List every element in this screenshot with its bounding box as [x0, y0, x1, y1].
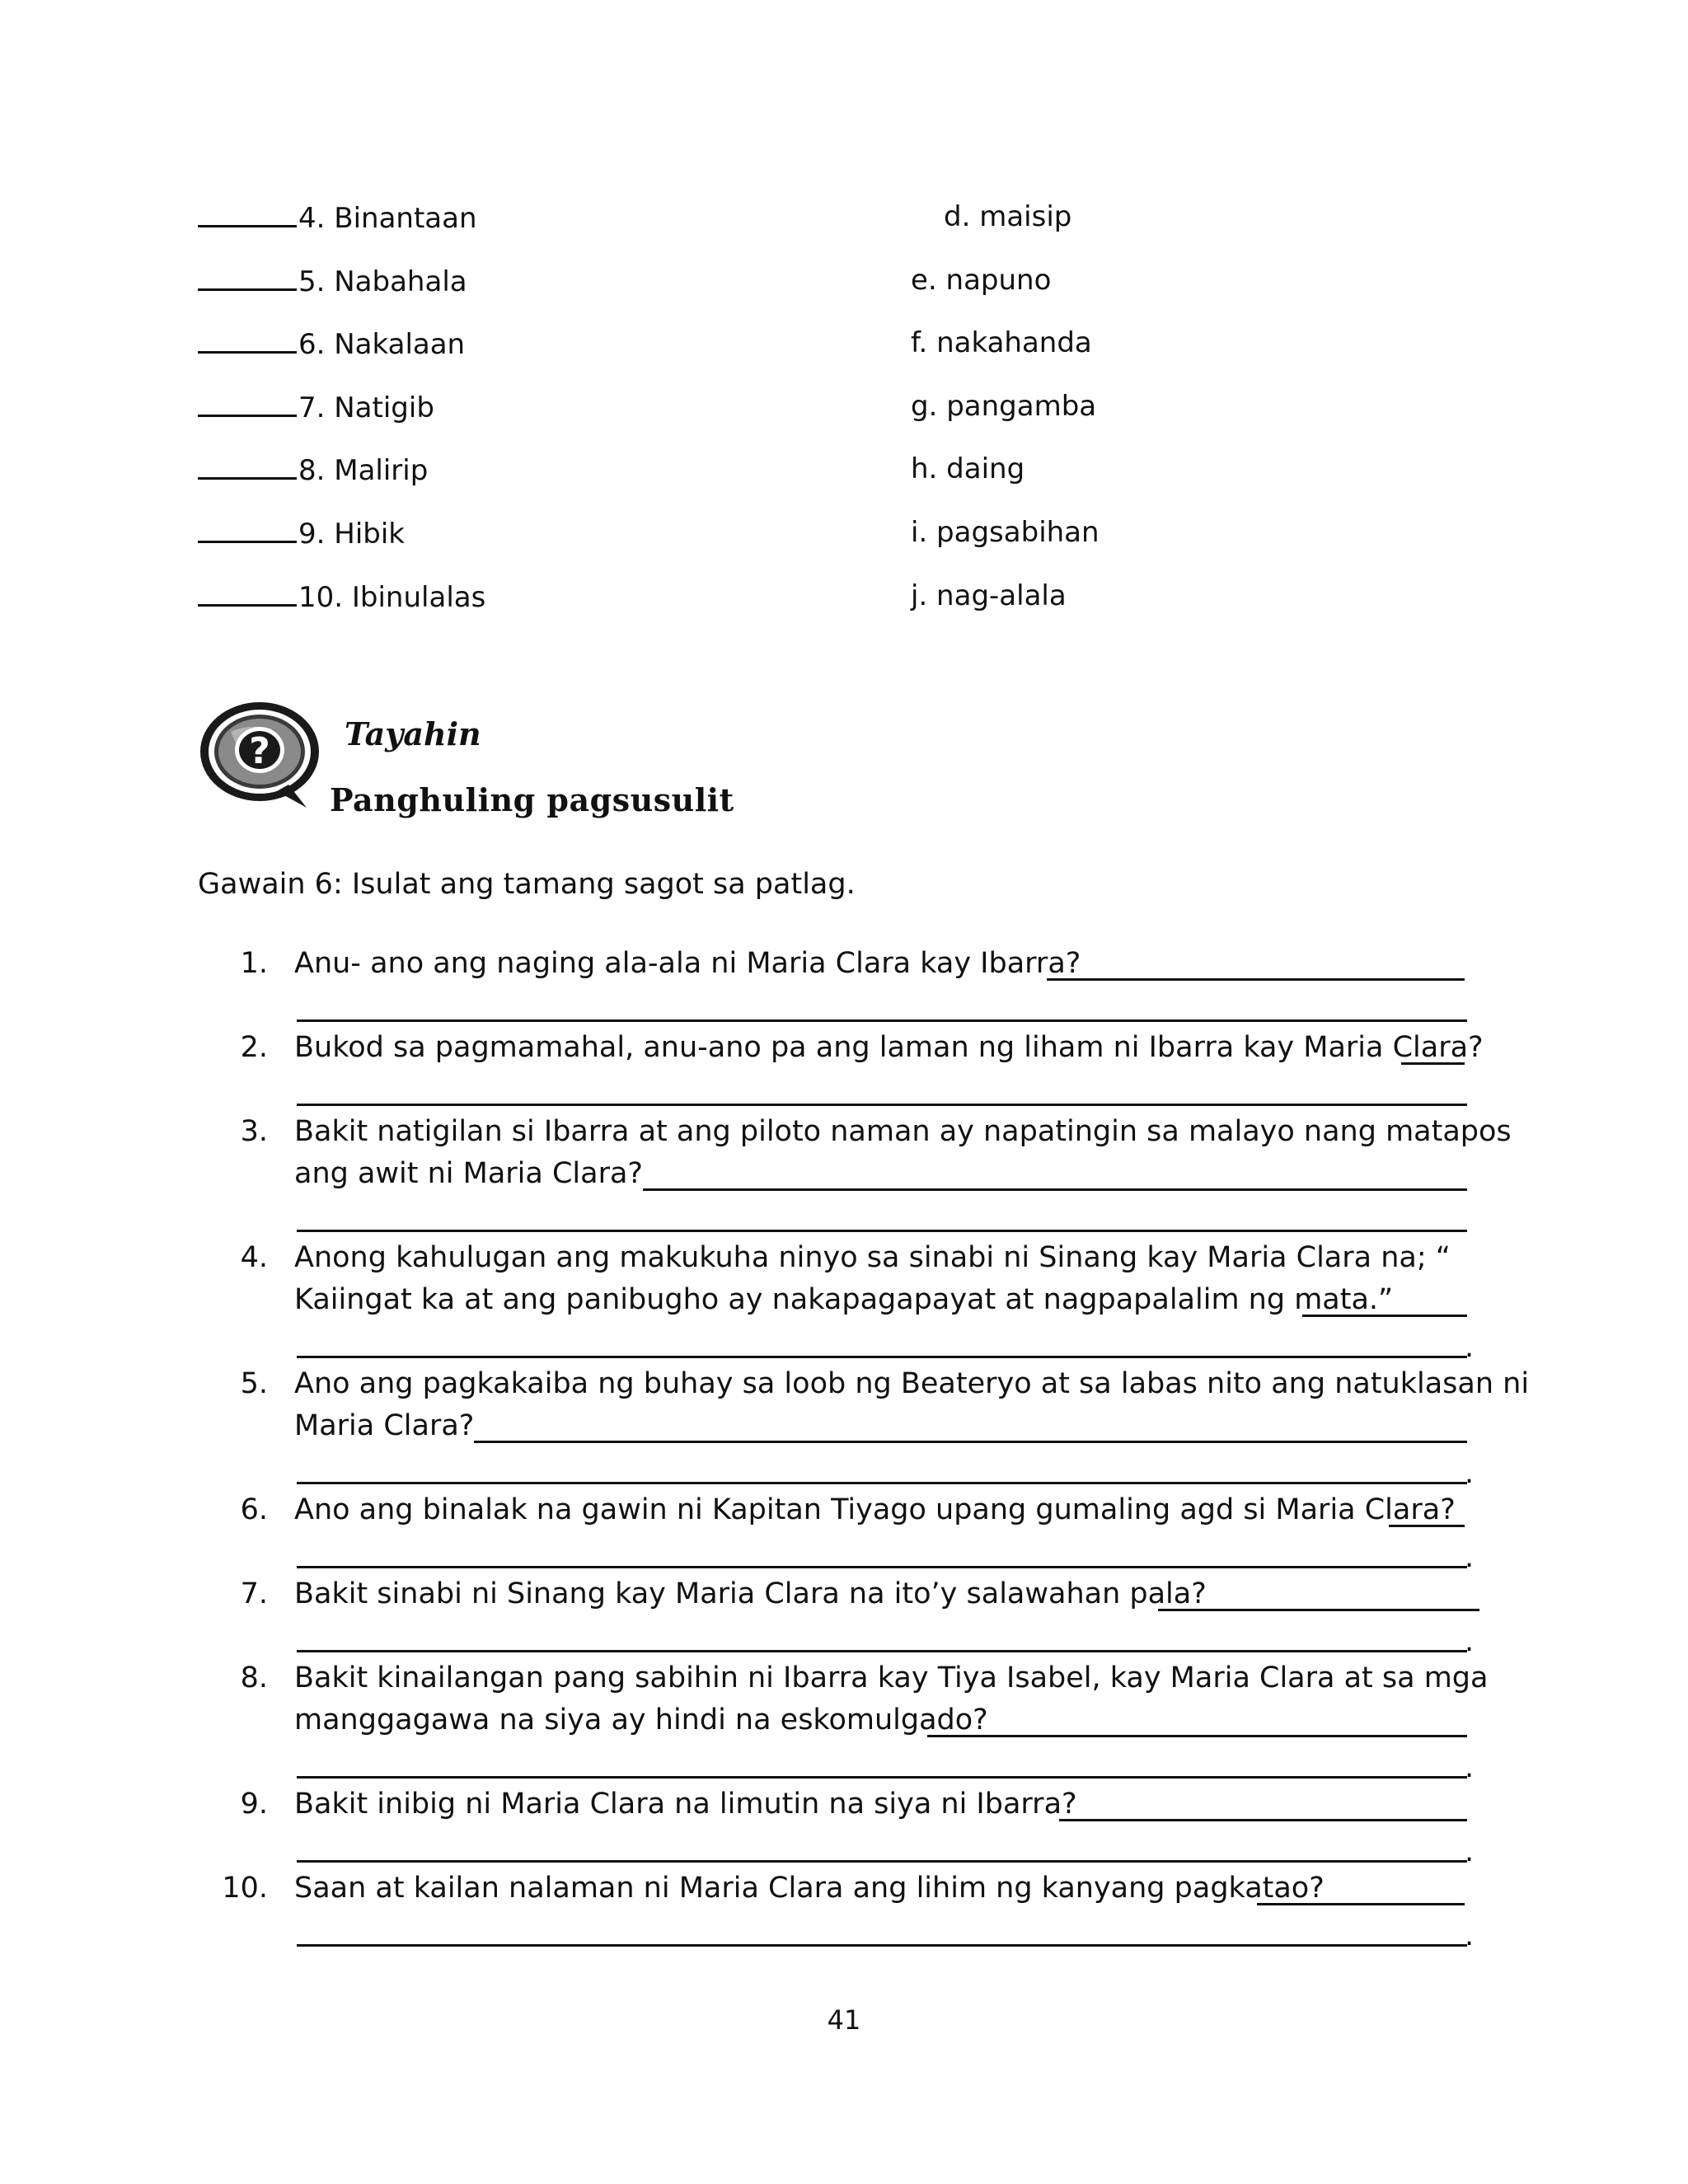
matching-term: 7. Natigib — [298, 391, 434, 424]
question-number: 10. — [222, 1872, 268, 1905]
answer-line[interactable] — [1158, 1609, 1479, 1611]
question-text: Bukod sa pagmamahal, anu-ano pa ang laman ng liham ni Ibarra kay Maria Clara? — [294, 1031, 1484, 1064]
question-text: Ano ang pagkakaiba ng buhay sa loob ng Beateryo at sa labas nito ang natuklasan ni — [294, 1367, 1530, 1400]
answer-blank[interactable] — [198, 390, 297, 417]
matching-choice: f. nakahanda — [911, 326, 1092, 359]
answer-line[interactable] — [297, 1650, 1467, 1652]
matching-item — [198, 516, 405, 551]
answer-line[interactable] — [474, 1441, 1467, 1443]
question-number: 7. — [240, 1577, 268, 1610]
matching-choice: g. pangamba — [911, 390, 1097, 423]
answer-line[interactable] — [1059, 1819, 1467, 1821]
matching-choice: e. napuno — [911, 264, 1052, 297]
question-text: ang awit ni Maria Clara? — [294, 1157, 644, 1190]
question-text: Bakit kinailangan pang sabihin ni Ibarra kay Tiya Isabel, kay Maria Clara at sa mga — [294, 1661, 1489, 1694]
matching-choice: h. daing — [911, 452, 1025, 485]
period-mark: . — [1465, 1919, 1475, 1952]
answer-line[interactable] — [927, 1735, 1467, 1737]
section-subtitle: Panghuling pagsusulit — [330, 781, 734, 818]
matching-item — [198, 200, 477, 235]
question-number: 6. — [240, 1493, 268, 1526]
matching-term: 6. Nakalaan — [298, 328, 466, 361]
question-text: Bakit inibig ni Maria Clara na limutin na siya ni Ibarra? — [294, 1788, 1077, 1821]
question-number: 5. — [240, 1367, 268, 1400]
question-text: Anu- ano ang naging ala-ala ni Maria Clara kay Ibarra? — [294, 947, 1081, 980]
matching-term: 4. Binantaan — [298, 202, 477, 235]
matching-item — [198, 390, 434, 424]
answer-blank[interactable] — [198, 452, 297, 480]
answer-blank[interactable] — [198, 200, 297, 227]
matching-choice: i. pagsabihan — [911, 516, 1100, 549]
matching-item — [198, 326, 465, 361]
question-text: Bakit natigilan si Ibarra at ang piloto naman ay napatingin sa malayo nang matapos — [294, 1115, 1512, 1148]
answer-line[interactable] — [297, 1860, 1467, 1863]
matching-item — [198, 452, 428, 487]
svg-text:?: ? — [249, 730, 270, 772]
answer-line[interactable] — [1401, 1062, 1465, 1065]
question-text: Anong kahulugan ang makukuha ninyo sa sinabi ni Sinang kay Maria Clara na; “ — [294, 1241, 1451, 1274]
period-mark: . — [1465, 1751, 1475, 1784]
period-mark: . — [1465, 1457, 1475, 1490]
question-text: Kaiingat ka at ang panibugho ay nakapagapayat at nagpapalalim ng mata.” — [294, 1283, 1394, 1316]
period-mark: . — [1465, 1541, 1475, 1574]
answer-line[interactable] — [297, 1944, 1467, 1947]
answer-line[interactable] — [1389, 1525, 1465, 1527]
page-number: 41 — [827, 2004, 861, 2036]
answer-line[interactable] — [297, 1230, 1467, 1232]
matching-choice: d. maisip — [944, 200, 1072, 233]
question-text: manggagawa na siya ay hindi na eskomulgado? — [294, 1704, 988, 1736]
question-mark-speech-bubble-icon — [198, 699, 321, 813]
matching-term: 5. Nabahala — [298, 265, 467, 298]
question-text: Bakit sinabi ni Sinang kay Maria Clara na ito’y salawahan pala? — [294, 1577, 1207, 1610]
matching-item — [198, 579, 485, 614]
question-number: 8. — [240, 1661, 268, 1694]
answer-line[interactable] — [297, 1356, 1467, 1358]
question-number: 1. — [240, 947, 268, 980]
section-title: Tayahin — [345, 715, 481, 752]
answer-line[interactable] — [1257, 1903, 1465, 1905]
answer-blank[interactable] — [198, 579, 297, 607]
answer-line[interactable] — [297, 1566, 1467, 1568]
answer-line[interactable] — [643, 1188, 1467, 1191]
instruction-text: Gawain 6: Isulat ang tamang sagot sa patlag. — [198, 868, 856, 901]
answer-blank[interactable] — [198, 516, 297, 543]
period-mark: . — [1465, 1331, 1475, 1364]
answer-line[interactable] — [1047, 978, 1465, 981]
matching-item — [198, 264, 467, 298]
answer-line[interactable] — [297, 1104, 1467, 1106]
answer-line[interactable] — [297, 1776, 1467, 1779]
answer-line[interactable] — [297, 1482, 1467, 1484]
matching-term: 10. Ibinulalas — [298, 581, 486, 614]
question-number: 3. — [240, 1115, 268, 1148]
matching-term: 8. Malirip — [298, 454, 429, 487]
matching-choice: j. nag-alala — [911, 579, 1067, 612]
matching-term: 9. Hibik — [298, 518, 405, 551]
question-number: 2. — [240, 1031, 268, 1064]
answer-line[interactable] — [1302, 1315, 1467, 1317]
question-text: Ano ang binalak na gawin ni Kapitan Tiyago upang gumaling agd si Maria Clara? — [294, 1493, 1456, 1526]
question-number: 9. — [240, 1788, 268, 1821]
period-mark: . — [1465, 1625, 1475, 1658]
question-text: Maria Clara? — [294, 1409, 475, 1442]
period-mark: . — [1465, 1835, 1475, 1868]
answer-blank[interactable] — [198, 264, 297, 291]
answer-blank[interactable] — [198, 326, 297, 354]
question-number: 4. — [240, 1241, 268, 1274]
question-text: Saan at kailan nalaman ni Maria Clara ang lihim ng kanyang pagkatao? — [294, 1872, 1325, 1905]
answer-line[interactable] — [297, 1019, 1467, 1022]
